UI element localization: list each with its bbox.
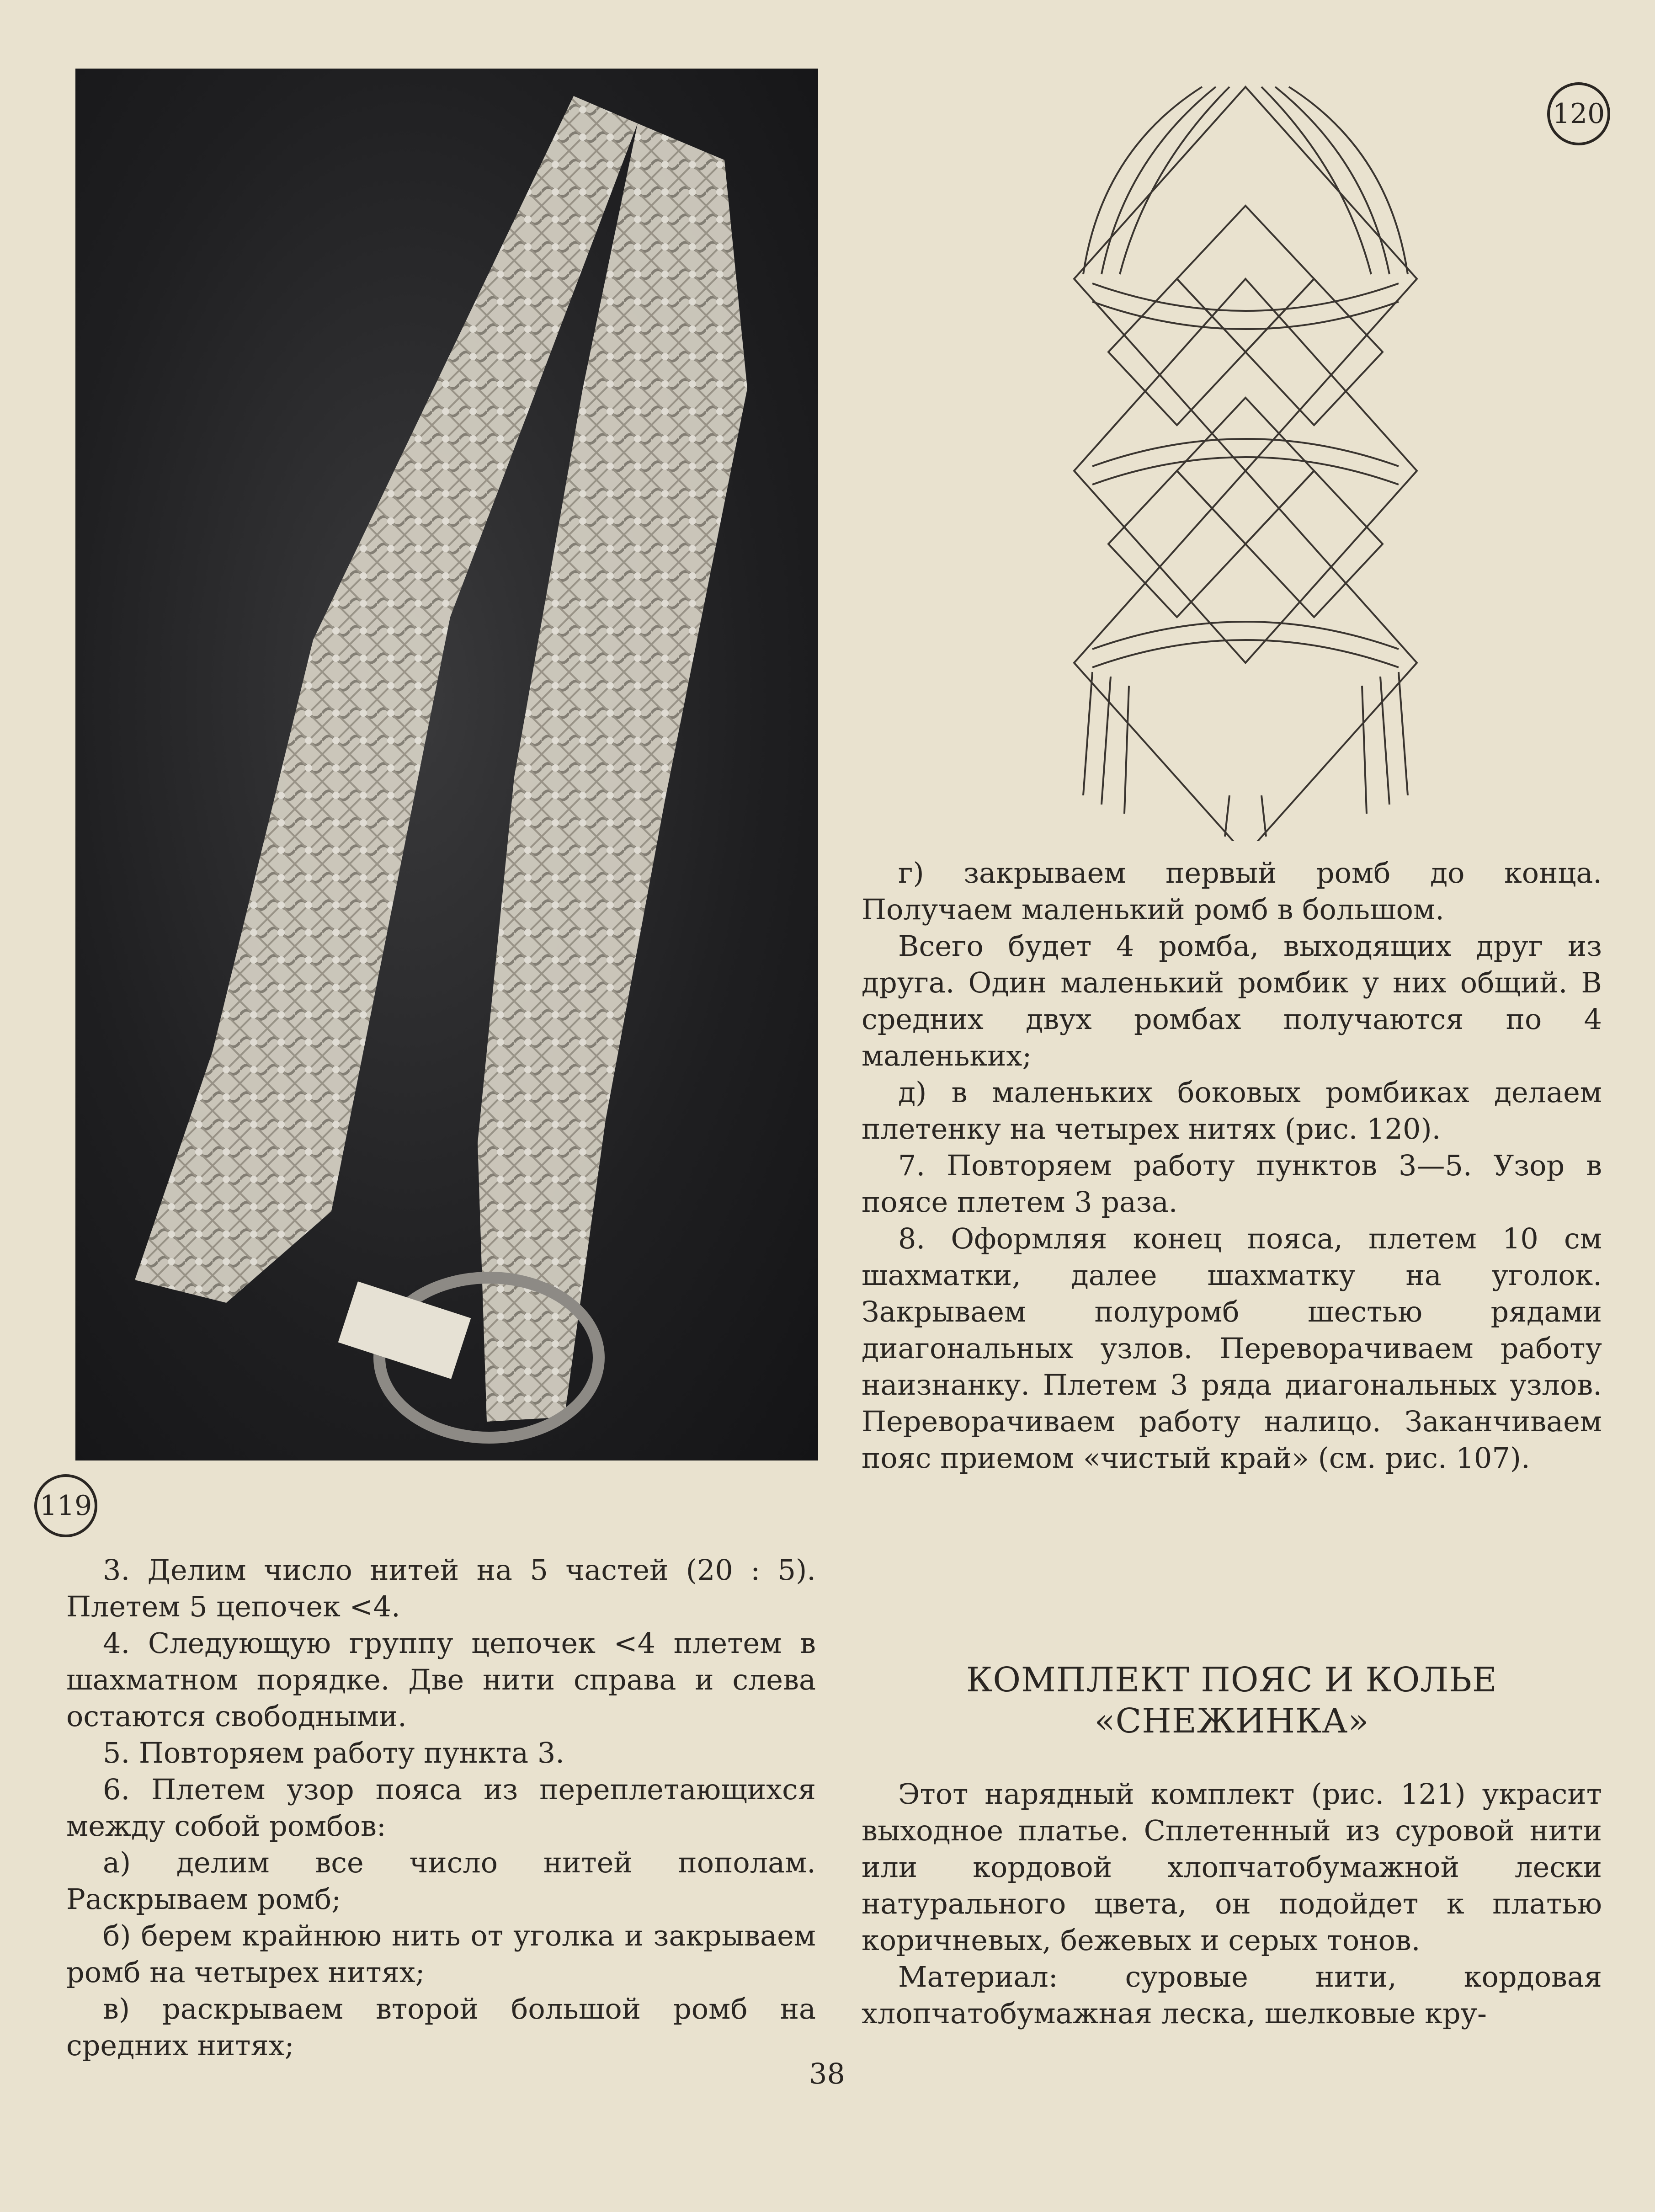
paragraph: г) закрываем первый ромб до конца. Получаем маленький ромб в большом.	[862, 856, 1602, 926]
page-number: 38	[809, 2057, 845, 2090]
paragraph: Этот нарядный комплект (рис. 121) украсит выходное платье. Сплетенный из суровой нити или кордовой хлопчатобумажной лески натурального цвета, он подойдет к платью коричневых, бежевых и серых тонов.	[862, 1777, 1602, 1957]
right-column-top-text	[862, 855, 1602, 1476]
paragraph: д) в маленьких боковых ромбиках делаем плетенку на четырех нитях (рис. 120).	[862, 1076, 1602, 1146]
section-heading-line2: «СНЕЖИНКА»	[1094, 1701, 1369, 1741]
paragraph: Всего будет 4 ромба, выходящих друг из друга. Один маленький ромбик у них общий. В средних двух ромбах получаются по 4 маленьких;	[862, 929, 1602, 1072]
figure-120-label: 120	[1547, 82, 1610, 145]
right-column-bottom-text	[862, 1776, 1602, 2032]
section-heading-line1: КОМПЛЕКТ ПОЯС И КОЛЬЕ	[966, 1660, 1497, 1700]
knot-diagram	[1065, 82, 1426, 841]
paragraph: 6. Плетем узор пояса из переплетающихся между собой ромбов:	[66, 1773, 816, 1843]
paragraph: в) раскрываем второй большой ромб на средних нитях;	[66, 1992, 816, 2062]
section-heading	[862, 1659, 1602, 1742]
diamond-pattern-diagram	[1065, 82, 1426, 841]
paragraph: Материал: суровые нити, кордовая хлопчатобумажная леска, шелковые кру-	[862, 1960, 1602, 2030]
belt-photo	[75, 69, 818, 1460]
figure-119-label: 119	[34, 1474, 97, 1537]
paragraph: б) берем крайнюю нить от уголка и закрываем ромб на четырех нитях;	[66, 1919, 816, 1989]
paragraph: а) делим все число нитей пополам. Раскрываем ромб;	[66, 1846, 816, 1916]
paragraph: 4. Следующую группу цепочек <4 плетем в шахматном порядке. Две нити справа и слева остаются свободными.	[66, 1626, 816, 1733]
paragraph: 7. Повторяем работу пунктов 3—5. Узор в поясе плетем 3 раза.	[862, 1149, 1602, 1219]
paragraph: 3. Делим число нитей на 5 частей (20 : 5). Плетем 5 цепочек <4.	[66, 1553, 816, 1623]
paragraph: 5. Повторяем работу пункта 3.	[103, 1736, 565, 1770]
paragraph: 8. Оформляя конец пояса, плетем 10 см шахматки, далее шахматку на уголок. Закрываем полуромб шестью рядами диагональных узлов. Переворачиваем работу наизнанку. Плетем 3 ряда диагональных узлов. Переворачиваем работу налицо. Заканчиваем пояс приемом «чистый край» (см. рис. 107).	[862, 1222, 1602, 1475]
belt-illustration	[75, 69, 818, 1460]
left-column-text	[66, 1552, 816, 2064]
